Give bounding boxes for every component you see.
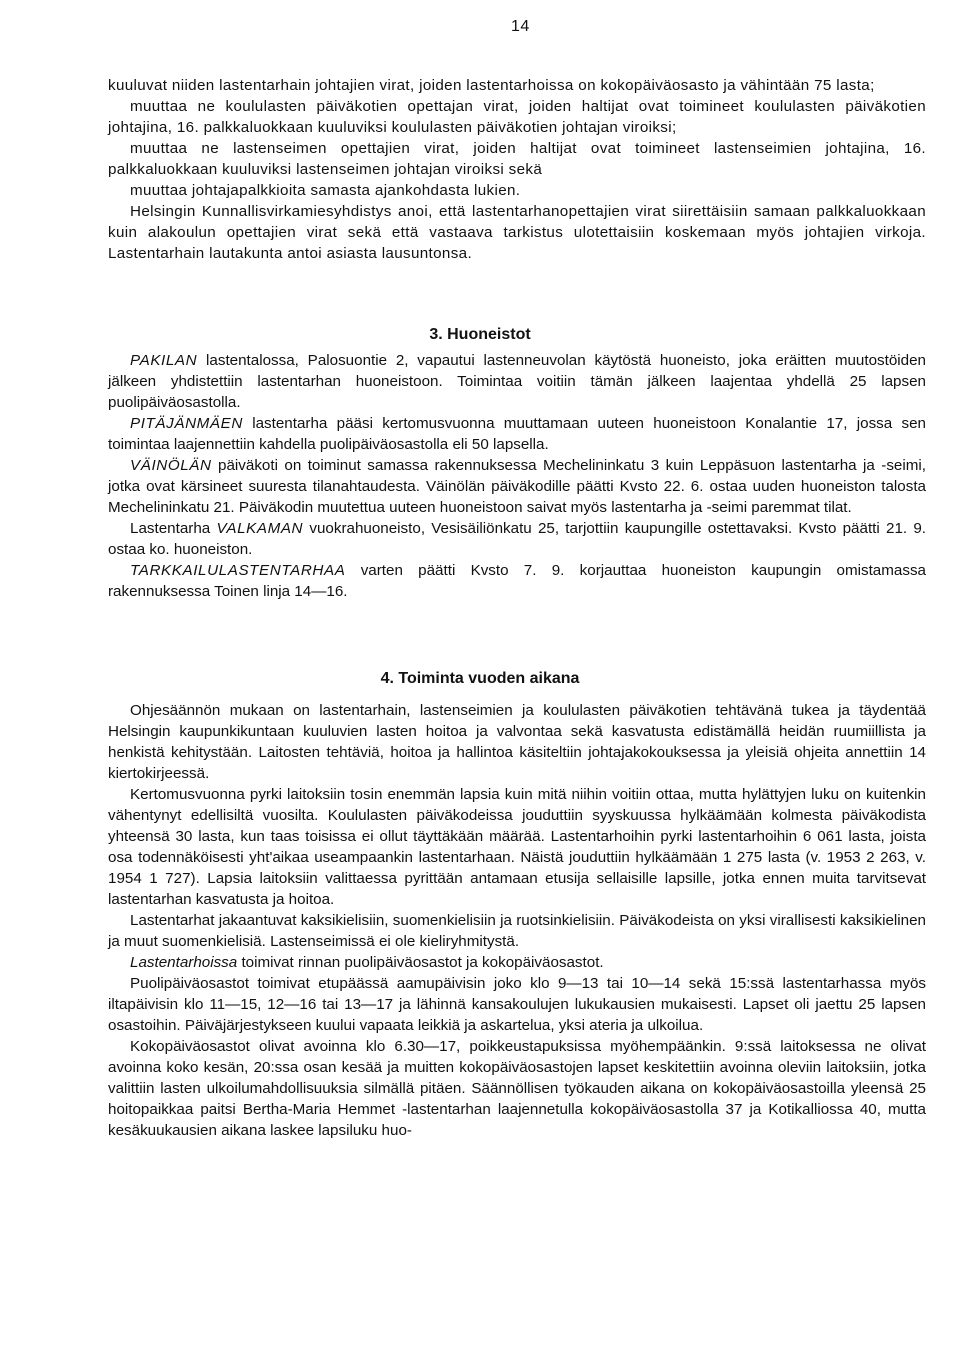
section-heading-huoneistot: 3. Huoneistot (429, 326, 531, 343)
paragraph: Lastentarhat jakaantuvat kaksikielisiin, suomenkielisiin ja ruotsinkielisiin. Päiväkodeista on yksi virallisesti kaksikielinen ja muut suomenkielisiä. Lastenseimissä ei ole kieliryhmitystä. (108, 912, 926, 950)
paragraph: Kokopäiväosastot olivat avoinna klo 6.30—17, poikkeustapuksissa myöhempäänkin. 9:ssä laitoksessa ne olivat avoinna koko kesän, 20:ssa osan kesää ja muitten kokopäiväosastojen lapset keskitettiin avoinna oleviin laitoksiin, jotka valittiin lasten ulkoilumahdollisuuksia silmällä pitäen. Säännöllisen työkauden aikana on kokopäiväosastoilla yleensä 25 hoitopaikkaa paitsi Bertha-Maria Hemmet -lastentarhan laajennetulla kokopäiväosastolla 37 ja Kotikalliossa 40, mutta kesäkuukausien aikana laskee lapsiluku huo- (108, 1038, 926, 1139)
paragraph: muuttaa johtajapalkkioita samasta ajankohdasta lukien. (130, 182, 521, 199)
paragraph: Ohjesäännön mukaan on lastentarhain, lastenseimien ja koululasten päiväkotien tehtävänä tukea ja täydentää Helsingin kaupunkikuntaan kuuluvien lasten hoitoa ja valvontaa sekä kasvatusta edistämällä heidän ruumiillista ja henkistä kehitystään. Laitosten tehtäviä, hoitoa ja hallintoa käsiteltiin johtajakokouksessa ja yleisiä ohjeita annettiin 14 kiertokirjeessä. (108, 702, 926, 782)
page-number: 14 (511, 18, 530, 35)
paragraph: VÄINÖLÄN päiväkoti on toiminut samassa rakennuksessa Mechelininkatu 3 kuin Leppäsuon lastentarha ja -seimi, jotka ovat kärsineet suuresta tilanahtaudesta. Väinölän päiväkodille päätti Kvsto 22. 6. ostaa uuden huoneiston talosta Mechelininkatu 21. Päiväkodin muutettua uuteen huoneistoon saivat myös lastentarha ja -seimi paremmat tilat. (108, 457, 926, 516)
paragraph: muuttaa ne koululasten päiväkotien opettajan virat, joiden haltijat ovat toimineet koululasten päiväkotien johtajina, 16. palkkaluokkaan kuuluviksi koululasten päiväkotien johtajan viroiksi; (108, 98, 926, 136)
place-name: VALKAMAN (216, 520, 304, 537)
paragraph: Kertomusvuonna pyrki laitoksiin tosin enemmän lapsia kuin mitä niihin voitiin ottaa, mutta hylättyjen luku on kuitenkin vähentynyt edellisiltä vuosilta. Koululasten päiväkodeissa jouduttiin syyskuussa hylkäämään kolmesta päiväkodista yhteensä 30 lasta, kun taas toisissa ei ollut täyttäkään määrää. Lastentarhoihin pyrki lastentarhoihin 6 061 lasta, joista osa todennäköisesti yht'aikaa useampaankin lastentarhaan. Näistä jouduttiin hylkäämään 1 275 lasta (v. 1953 2 263, v. 1954 1 727). Lapsia laitoksiin valittaessa pyrittään antamaan etusija sellaisille lapsille, jotka ennen muita tarvitsevat lastentarhan kasvatusta ja hoitoa. (108, 786, 926, 908)
italic-term: Lastentarhoissa (130, 954, 238, 971)
paragraph: Lastentarha VALKAMAN vuokrahuoneisto, Vesisäiliönkatu 25, tarjottiin kaupungille ostettavaksi. Kvsto päätti 21. 9. ostaa ko. huoneiston. (108, 520, 926, 558)
paragraph: kuuluvat niiden lastentarhain johtajien virat, joiden lastentarhoissa on kokopäiväosasto ja vähintään 75 lasta; (108, 77, 875, 94)
paragraph: muuttaa ne lastenseimen opettajien virat, joiden haltijat ovat toimineet lastenseimien johtajina, 16. palkkaluokkaan kuuluviksi lastenseimen johtajan viroiksi sekä (108, 140, 926, 178)
place-name: VÄINÖLÄN (130, 457, 212, 474)
section-4-body (108, 700, 926, 1141)
place-name: PITÄJÄNMÄEN (130, 415, 243, 432)
paragraph: PAKILAN lastentalossa, Palosuontie 2, vapautui lastenneuvolan käytöstä huoneisto, joka eräitten muutostöiden jälkeen yhdistettiin lastentarhan huoneistoon. Toimintaa voitiin tämän jälkeen laajentaa yhdellä 25 lapsen puolipäiväosastolla. (108, 352, 926, 411)
paragraph: PITÄJÄNMÄEN lastentarha pääsi kertomusvuonna muuttamaan uuteen huoneistoon Konalantie 17, jossa sen toimintaa laajennettiin kahdella puolipäiväosastolla eli 50 lapsella. (108, 415, 926, 453)
paragraph: Puolipäiväosastot toimivat etupäässä aamupäivisin joko klo 9—13 tai 10—14 sekä 15:ssä lastentarhassa myös iltapäivisin klo 11—15, 12—16 tai 13—17 ja lähinnä kansakoulujen lukukausien mukaisesti. Lapset oli jaettu 25 lapsen osastoihin. Päiväjärjestykseen kuului vapaata leikkiä ja askartelua, yksi ateria ja ulkoilua. (108, 975, 926, 1034)
section-3-body (108, 350, 926, 602)
section-heading-toiminta: 4. Toiminta vuoden aikana (380, 670, 580, 687)
paragraph: Helsingin Kunnallisvirkamiesyhdistys anoi, että lastentarhanopettajien virat siirettäisiin samaan palkkaluokkaan kuin alakoulun opettajien virat sekä että vastaava tarkistus ulotettaisiin koskemaan myös johtajien virkoja. Lastentarhain lautakunta antoi asiasta lausuntonsa. (108, 203, 926, 262)
place-name: TARKKAILULASTENTARHAA (130, 562, 346, 579)
paragraph: TARKKAILULASTENTARHAA varten päätti Kvsto 7. 9. korjauttaa huoneiston kaupungin omistamassa rakennuksessa Toinen linja 14—16. (108, 562, 926, 600)
paragraph: Lastentarhoissa toimivat rinnan puolipäiväosastot ja kokopäiväosastot. (130, 954, 604, 971)
top-section (108, 75, 926, 264)
place-name: PAKILAN (130, 352, 198, 369)
